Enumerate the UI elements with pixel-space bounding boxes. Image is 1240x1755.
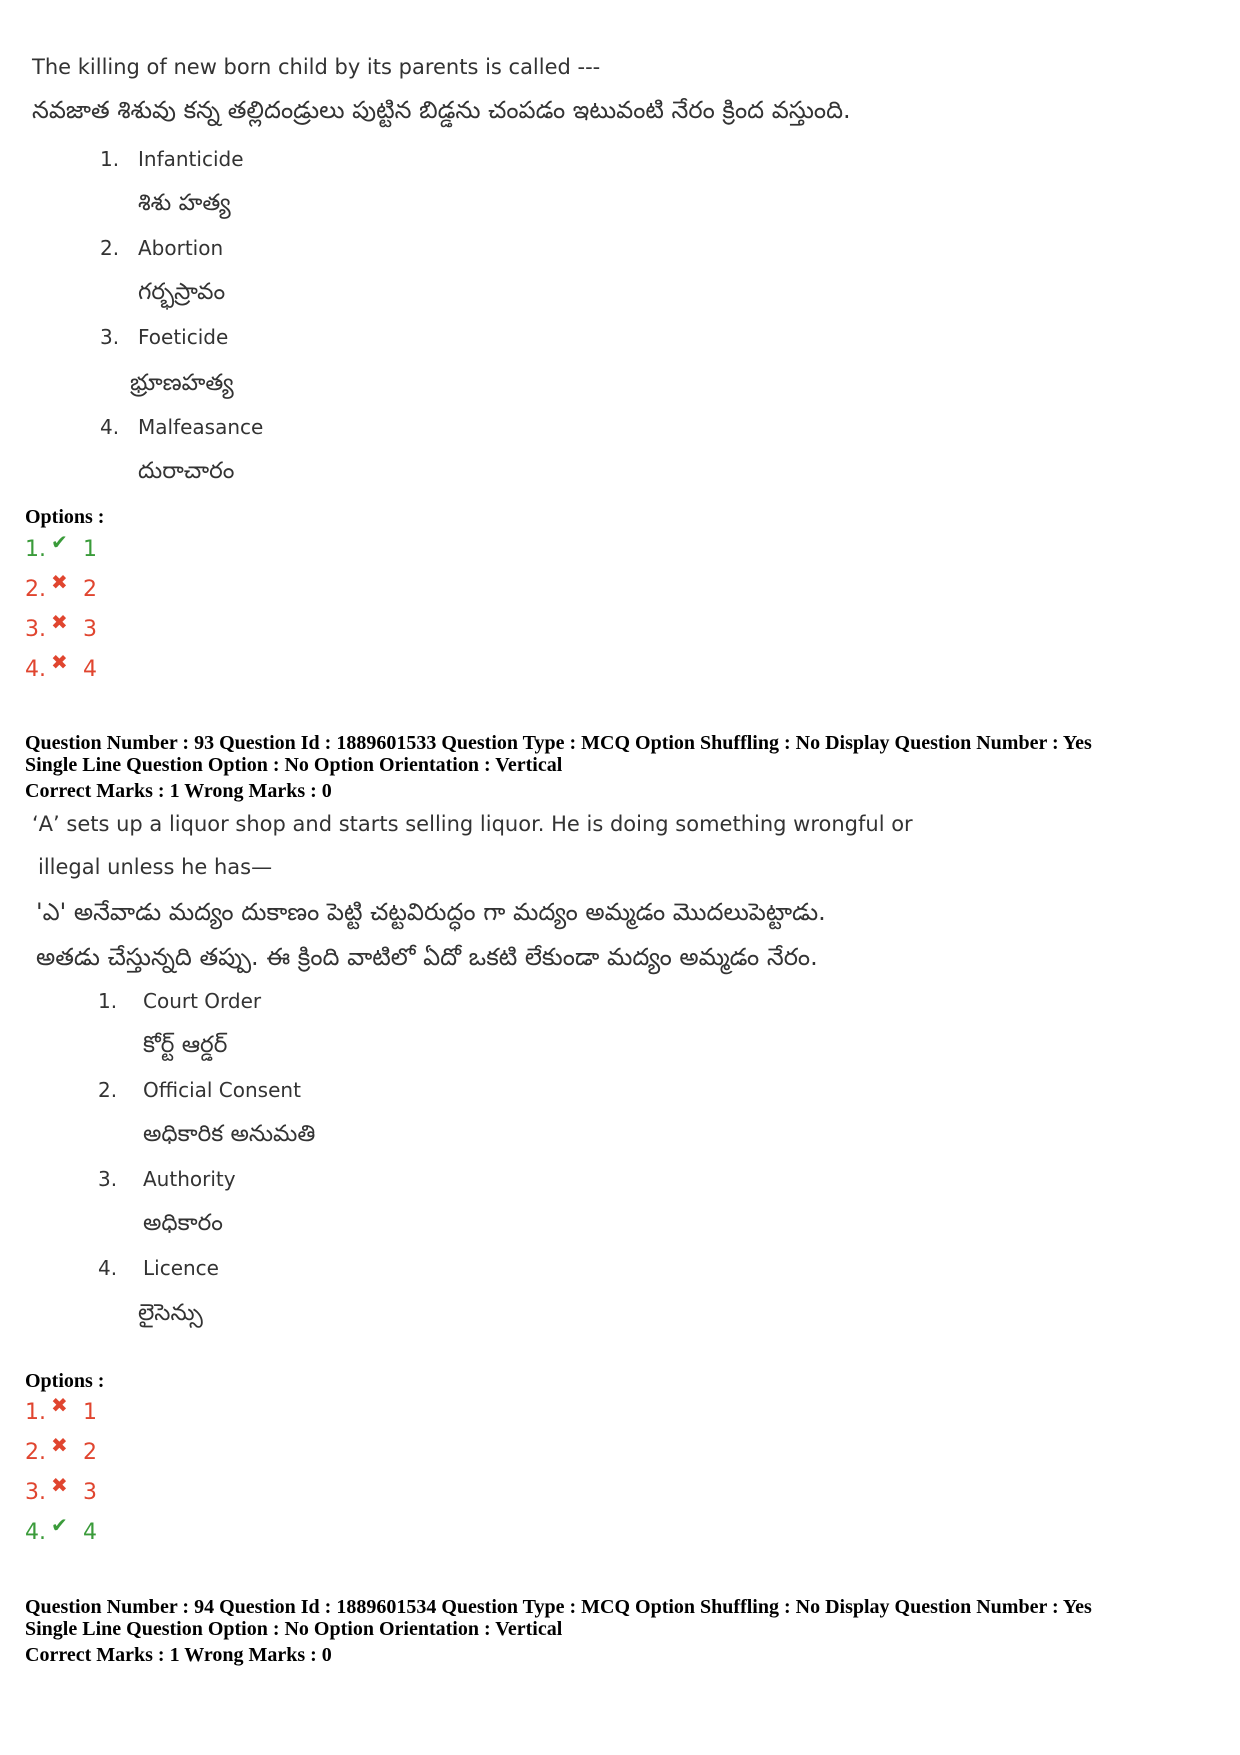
- cross-icon: ✖: [51, 1432, 68, 1457]
- answer-row: [25, 1472, 97, 1505]
- choice-text-te: గర్భస్రావం: [138, 279, 226, 305]
- choice-number: 3.: [98, 1167, 118, 1191]
- answer-row: [25, 569, 97, 602]
- cross-icon: ✖: [51, 569, 68, 594]
- choice-number: 1.: [100, 147, 120, 171]
- answer-number: 3.: [25, 617, 46, 642]
- answer-row: [25, 609, 97, 642]
- question-text-te: నవజాత శిశువు కన్న తల్లిదండ్రులు పుట్టిన బిడ్డను చంపడం ఇటువంటి నేరం క్రింద వస్తుంది.: [32, 96, 851, 124]
- cross-icon: ✖: [51, 649, 68, 674]
- answer-value: 4: [83, 1520, 97, 1545]
- answer-value: 1: [83, 1400, 97, 1425]
- choice-number: 4.: [98, 1256, 118, 1280]
- choice-text-en: Malfeasance: [138, 415, 264, 439]
- check-icon: ✔: [51, 1512, 68, 1537]
- question-text-en: ‘A’ sets up a liquor shop and starts selling liquor. He is doing something wrongful or: [32, 812, 913, 836]
- question-text-te: అతడు చేస్తున్నది తప్పు. ఈ క్రింది వాటిలో ఏదో ఒకటి లేకుండా మద్యం అమ్మడం నేరం.: [36, 943, 818, 971]
- question-meta: Single Line Question Option : No Option Orientation : Vertical: [25, 754, 563, 776]
- choice-text-te: భ్రూణహత్య: [130, 370, 234, 396]
- answer-number: 1.: [25, 1400, 46, 1425]
- choice-text-te: అధికారం: [143, 1210, 223, 1236]
- choice-number: 2.: [100, 236, 120, 260]
- cross-icon: ✖: [51, 1392, 68, 1417]
- answer-number: 1.: [25, 537, 46, 562]
- choice-text-en: Foeticide: [138, 325, 229, 349]
- answer-number: 2.: [25, 577, 46, 602]
- marks-info: Correct Marks : 1 Wrong Marks : 0: [25, 780, 332, 802]
- choice-text-en: Abortion: [138, 236, 224, 260]
- choice-text-te: అధికారిక అనుమతి: [143, 1121, 316, 1147]
- choice-number: 3.: [100, 325, 120, 349]
- answer-row: [25, 1432, 97, 1465]
- cross-icon: ✖: [51, 609, 68, 634]
- answer-number: 3.: [25, 1480, 46, 1505]
- answer-number: 2.: [25, 1440, 46, 1465]
- question-text-te: 'ఎ' అనేవాడు మద్యం దుకాణం పెట్టి చట్టవిరుద్ధం గా మద్యం అమ్మడం మొదలుపెట్టాడు.: [36, 898, 826, 926]
- choice-text-te: కోర్ట్ ఆర్డర్: [143, 1032, 228, 1058]
- choice-text-en: Licence: [143, 1256, 219, 1280]
- answer-value: 3: [83, 617, 97, 642]
- answer-value: 4: [83, 657, 97, 682]
- choice-text-te: శిశు హత్య: [138, 190, 231, 216]
- question-text-en: The killing of new born child by its parents is called ---: [32, 55, 601, 79]
- answer-number: 4.: [25, 1520, 46, 1545]
- answer-row: [25, 1512, 97, 1545]
- choice-text-en: Official Consent: [143, 1078, 301, 1102]
- choice-text-te: లైసెన్సు: [138, 1300, 203, 1326]
- choice-number: 2.: [98, 1078, 118, 1102]
- question-text-en: illegal unless he has—: [38, 855, 273, 879]
- cross-icon: ✖: [51, 1472, 68, 1497]
- question-meta: Question Number : 94 Question Id : 1889601534 Question Type : MCQ Option Shuffling : No Display Question Number : Yes: [25, 1596, 1092, 1618]
- choice-number: 1.: [98, 989, 118, 1013]
- answer-value: 2: [83, 1440, 97, 1465]
- answer-row: [25, 529, 97, 562]
- answer-row: [25, 649, 97, 682]
- question-meta: Question Number : 93 Question Id : 1889601533 Question Type : MCQ Option Shuffling : No Display Question Number : Yes: [25, 732, 1092, 754]
- marks-info: Correct Marks : 1 Wrong Marks : 0: [25, 1644, 332, 1666]
- options-label: Options :: [25, 1370, 105, 1392]
- check-icon: ✔: [51, 529, 68, 554]
- answer-row: [25, 1392, 97, 1425]
- choice-text-te: దురాచారం: [138, 458, 235, 484]
- answer-value: 1: [83, 537, 97, 562]
- question-meta: Single Line Question Option : No Option Orientation : Vertical: [25, 1618, 563, 1640]
- options-label: Options :: [25, 506, 105, 528]
- answer-value: 3: [83, 1480, 97, 1505]
- choice-number: 4.: [100, 415, 120, 439]
- choice-text-en: Authority: [143, 1167, 236, 1191]
- answer-number: 4.: [25, 657, 46, 682]
- answer-value: 2: [83, 577, 97, 602]
- choice-text-en: Court Order: [143, 989, 262, 1013]
- choice-text-en: Infanticide: [138, 147, 244, 171]
